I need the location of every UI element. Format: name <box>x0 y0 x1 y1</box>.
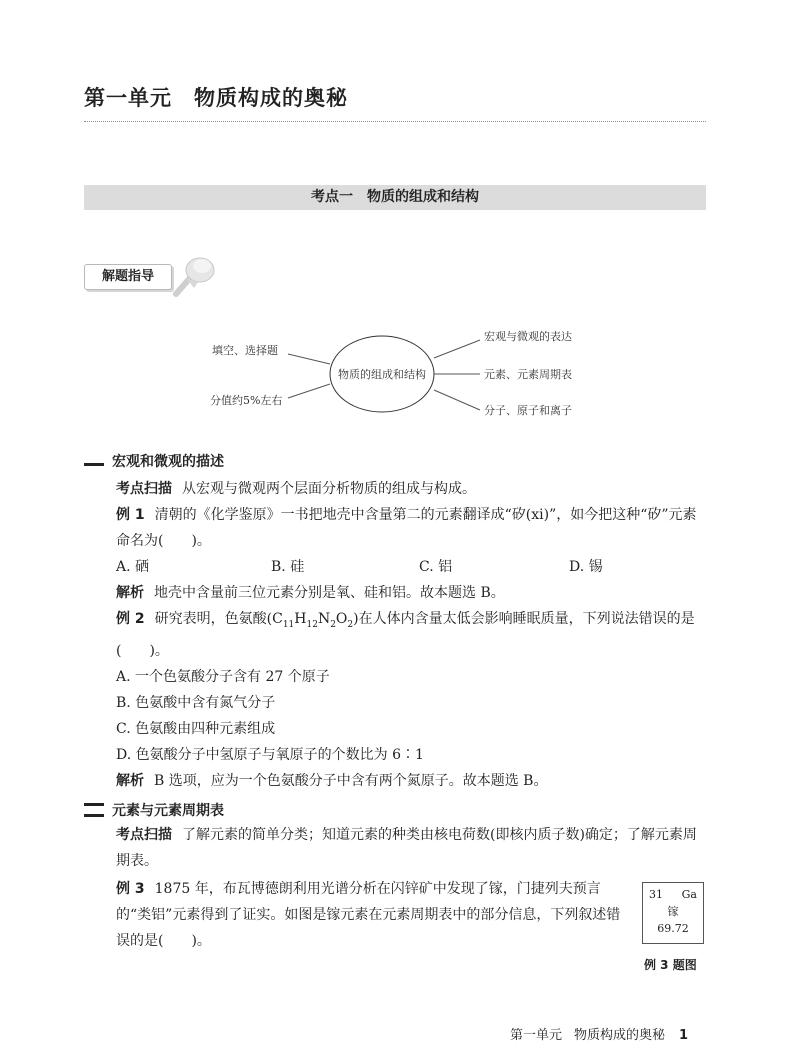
section2-heading <box>84 800 224 820</box>
element-symbol: Ga <box>681 888 697 901</box>
unit-title <box>84 82 348 112</box>
page-number: 1 <box>679 1028 689 1043</box>
ex2-option-b: B. 色氨酸中含有氮气分子 <box>116 694 276 711</box>
section1-body <box>84 476 708 554</box>
mindmap-right-3: 分子、原子和离子 <box>484 404 572 417</box>
ex2-option-d: D. 色氨酸分子中氢原子与氧原子的个数比为 6∶1 <box>116 746 424 763</box>
footer-title: 物质构成的奥秘 <box>574 1028 666 1043</box>
mindmap-left-top: 填空、选择题 <box>212 344 278 357</box>
topic-bar <box>84 185 706 210</box>
element-number: 31 <box>649 888 663 901</box>
example1-options <box>116 554 603 580</box>
topic-number: 考点一 <box>311 189 353 205</box>
section1-body-2 <box>84 580 708 794</box>
ex1-option-d: D. 锡 <box>569 559 603 575</box>
ex2-option-a: A. 一个色氨酸分子含有 27 个原子 <box>116 668 330 685</box>
mindmap-center: 物质的组成和结构 <box>338 368 426 381</box>
figure-caption: 例 3 题图 <box>644 958 697 972</box>
section1-number-mark <box>84 456 104 466</box>
mindmap-left-bottom: 分值约5%左右 <box>210 394 283 407</box>
mindmap <box>190 318 590 428</box>
section1-title: 宏观和微观的描述 <box>112 454 224 470</box>
mindmap-right-2: 元素、元素周期表 <box>484 368 572 381</box>
footer-unit: 第一单元 <box>510 1028 563 1043</box>
section1-heading <box>84 451 224 471</box>
example3: 例 3 1875 年，布瓦博德朗利用光谱分析在闪锌矿中发现了镓，门捷列夫预言的“类铝”元素得到了证实。如图是镓元素在元素周期表中的部分信息，下列叙述错误的是( )。 <box>116 881 621 949</box>
section1-scan: 考点扫描 从宏观与微观两个层面分析物质的组成与构成。 <box>116 481 476 497</box>
section2-body <box>84 822 708 874</box>
element-name: 镓 <box>667 905 679 918</box>
section2-scan: 考点扫描 了解元素的简单分类；知道元素的种类由核电荷数(即核内质子数)确定；了解元素周期表。 <box>116 827 697 869</box>
ex1-option-a: A. 硒 <box>116 559 150 575</box>
pushpin-icon <box>168 248 222 300</box>
example2: 例 2 研究表明，色氨酸$(C_{11}H_{12}N_2O_2)$在人体内含量太低会影响睡眠质量，下列说法错误的是( )。 <box>116 611 695 659</box>
section2-title: 元素与元素周期表 <box>112 803 224 819</box>
unit-name: 物质构成的奥秘 <box>194 86 348 110</box>
section2-number-mark <box>84 803 104 817</box>
title-divider <box>84 121 706 122</box>
example1: 例 1 清朝的《化学鉴原》一书把地壳中含量第二的元素翻译成“矽(xi)”，如今把这种“矽”元素命名为( )。 <box>116 507 697 549</box>
periodic-table-cell <box>642 882 704 944</box>
example2-answer: 解析 B 选项，应为一个色氨酸分子中含有两个氮原子。故本题选 B。 <box>116 772 548 789</box>
topic-name: 物质的组成和结构 <box>367 189 479 205</box>
mindmap-right-1: 宏观与微观的表达 <box>484 330 572 343</box>
ex2-option-c: C. 色氨酸由四种元素组成 <box>116 720 276 737</box>
page-footer <box>510 1024 688 1043</box>
ex1-option-c: C. 铝 <box>419 559 453 575</box>
example1-answer: 解析 地壳中含量前三位元素分别是氧、硅和铝。故本题选 B。 <box>116 585 505 601</box>
element-mass: 69.72 <box>657 922 689 935</box>
guide-tag: 解题指导 <box>84 264 172 290</box>
unit-number: 第一单元 <box>84 86 172 110</box>
ex1-option-b: B. 硅 <box>271 559 305 575</box>
